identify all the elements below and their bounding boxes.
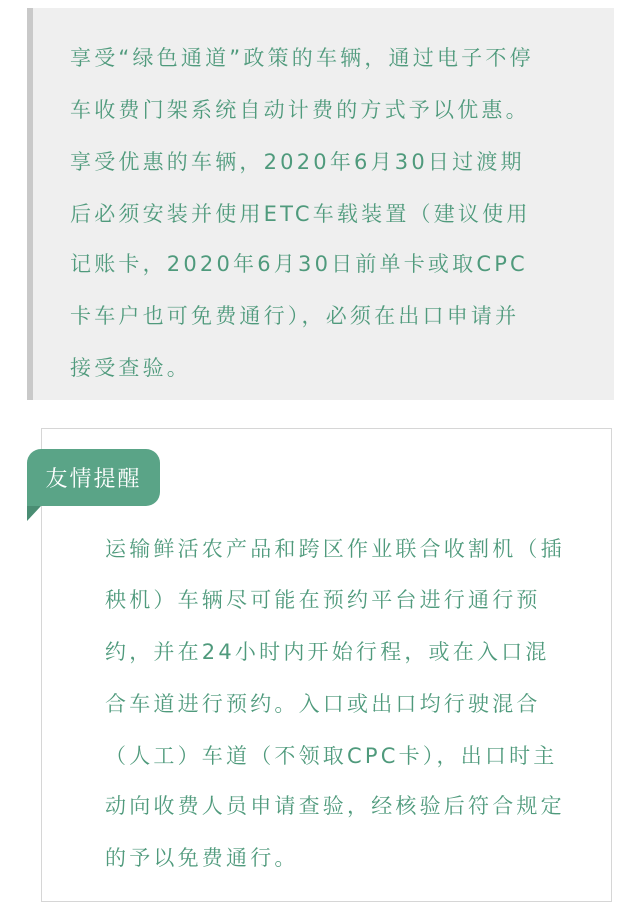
tips-line: 动向收费人员申请查验，经核验后符合规定 [105, 794, 565, 818]
policy-line: 接受查验。 [70, 356, 191, 380]
policy-line: 后必须安装并使用ETC车载装置（建议使用 [70, 202, 531, 226]
tips-line: 秧机）车辆尽可能在预约平台进行通行预 [105, 588, 541, 612]
policy-quote-box [27, 8, 614, 400]
policy-line: 记账卡，2020年6月30日前单卡或取CPC [70, 252, 528, 276]
tips-line: （人工）车道（不领取CPC卡），出口时主 [105, 744, 558, 768]
tips-line: 合车道进行预约。入口或出口均行驶混合 [105, 692, 541, 716]
tips-title: 友情提醒 [45, 467, 142, 492]
tips-badge-tail [27, 506, 41, 521]
tips-title-badge [27, 449, 160, 506]
policy-line: 享受优惠的车辆，2020年6月30日过渡期 [70, 150, 525, 174]
policy-line: 卡车户也可免费通行），必须在出口申请并 [70, 304, 520, 328]
tips-line: 运输鲜活农产品和跨区作业联合收割机（插 [105, 537, 565, 561]
tips-line: 的予以免费通行。 [105, 846, 299, 870]
tips-line: 约，并在24小时内开始行程，或在入口混 [105, 640, 550, 664]
policy-line: 享受“绿色通道”政策的车辆，通过电子不停 [70, 46, 534, 70]
policy-line: 车收费门架系统自动计费的方式予以优惠。 [70, 98, 530, 122]
